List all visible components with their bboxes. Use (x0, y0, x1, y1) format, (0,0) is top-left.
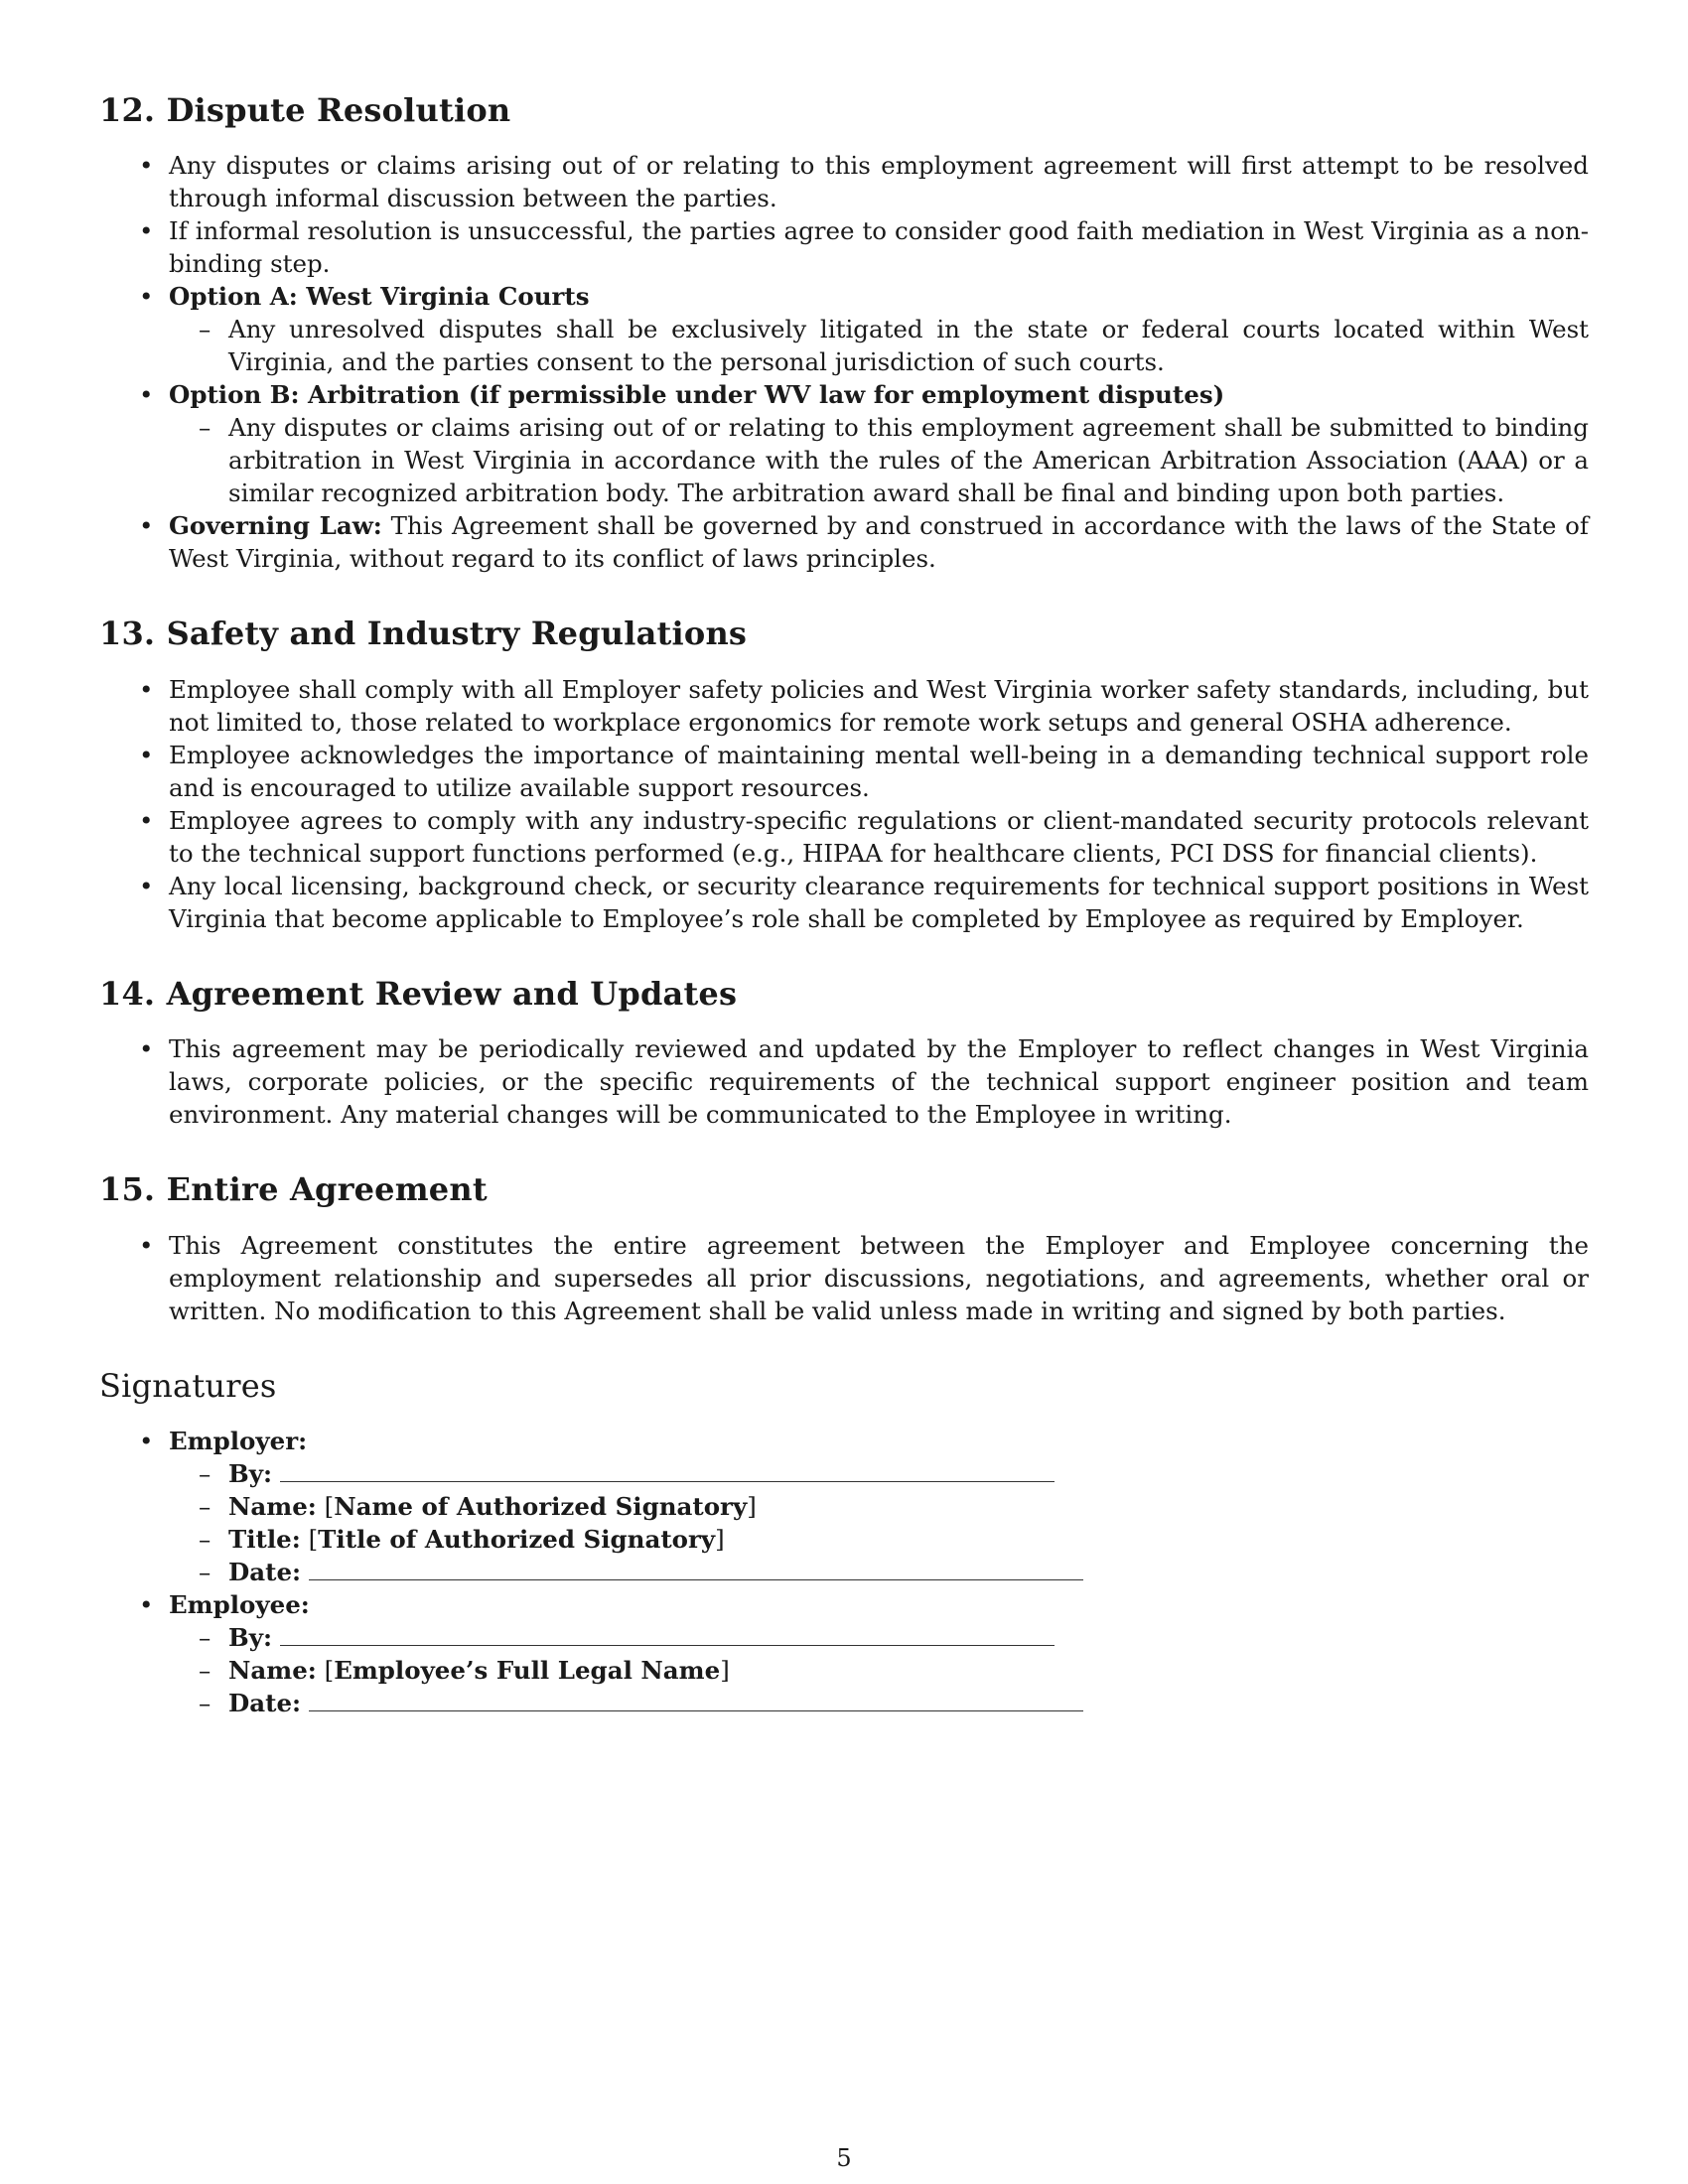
section-safety-regulations (99, 614, 1589, 934)
sub-list-item: – Any unresolved disputes shall be exclusively litigated in the state or federal courts located within West Virginia, and the parties consent to the personal jurisdiction of such courts. (169, 313, 1589, 378)
list-item: • This Agreement constitutes the entire agreement between the Employer and Employee concerning the employment relationship and supersedes all prior discussions, negotiations, and agreements, whether oral or written. No modification to this Agreement shall be valid unless made in writing and signed by both parties. (99, 1229, 1589, 1327)
section-heading: 13. Safety and Industry Regulations (99, 614, 748, 653)
sub-list-item: – Any disputes or claims arising out of or relating to this employment agreement shall be submitted to binding arbitration in West Virginia in accordance with the rules of the American Arbitration Association (AAA) or a similar recognized arbitration body. The arbitration award shall be final and binding upon both parties. (169, 411, 1589, 509)
bracket: [ (308, 1524, 319, 1554)
name-label: Name: (228, 1655, 317, 1685)
list-item: • Employee acknowledges the importance of maintaining mental well-being in a demanding technical support role and is encouraged to utilize available support resources. (99, 739, 1589, 804)
bullet-list (99, 673, 1589, 935)
bracket: [ (324, 1655, 335, 1685)
bullet-list (99, 1032, 1589, 1131)
employer-label: Employer: (169, 1426, 308, 1455)
by-label: By: (228, 1458, 272, 1488)
page-number: 5 (836, 2144, 852, 2172)
signatures-heading: Signatures (99, 1366, 277, 1405)
governing-law-label: Governing Law: (169, 511, 382, 541)
list-item: • If informal resolution is unsuccessful, the parties agree to consider good faith mediation in West Virginia as a non-binding step. (99, 214, 1589, 280)
employer-signature-block (99, 1425, 1589, 1588)
bracket: ] (747, 1491, 757, 1521)
bullet-list (99, 149, 1589, 575)
bracket: ] (715, 1524, 725, 1554)
list-item: • Employee shall comply with all Employer safety policies and West Virginia worker safety standards, including, but not limited to, those related to workplace ergonomics for remote work setups and general OSHA adherence. (99, 673, 1589, 739)
list-item: • Any disputes or claims arising out of or relating to this employment agreement will first attempt to be resolved through informal discussion between the parties. (99, 149, 1589, 214)
bracket: ] (720, 1655, 730, 1685)
bracket: [ (324, 1491, 335, 1521)
section-heading: 12. Dispute Resolution (99, 91, 511, 129)
employee-by-row (169, 1621, 1589, 1654)
date-line[interactable] (309, 1689, 1083, 1711)
date-label: Date: (228, 1557, 302, 1586)
employer-title-placeholder: Title of Authorized Signatory (318, 1524, 716, 1554)
name-label: Name: (228, 1491, 317, 1521)
section-entire-agreement (99, 1170, 1589, 1326)
sub-list (169, 313, 1589, 378)
employee-signature-block (99, 1588, 1589, 1719)
list-item: • Any local licensing, background check, or security clearance requirements for technical support positions in West Virginia that become applicable to Employee’s role shall be completed by Employee as required by Employer. (99, 870, 1589, 935)
employee-name-placeholder: Employee’s Full Legal Name (334, 1655, 721, 1685)
list-item-option-a (99, 280, 1589, 378)
section-heading: 15. Entire Agreement (99, 1170, 488, 1209)
signature-line[interactable] (280, 1459, 1055, 1482)
signature-list (99, 1425, 1589, 1719)
governing-law-text: This Agreement shall be governed by and construed in accordance with the laws of the State of West Virginia, without regard to its conflict of laws principles. (169, 511, 1589, 574)
employer-title-row (169, 1523, 1589, 1556)
list-item-governing-law (99, 509, 1589, 575)
section-dispute-resolution (99, 91, 1589, 575)
section-heading: 14. Agreement Review and Updates (99, 974, 738, 1013)
employer-by-row (169, 1457, 1589, 1490)
employee-label: Employee: (169, 1589, 310, 1619)
bullet-list (99, 1229, 1589, 1327)
employer-name-row (169, 1490, 1589, 1523)
signature-line[interactable] (280, 1623, 1055, 1646)
document-page (99, 91, 1589, 1759)
sub-list (169, 411, 1589, 509)
list-item-option-b (99, 378, 1589, 509)
option-b-label: Option B: Arbitration (if permissible under WV law for employment disputes) (169, 380, 1225, 410)
title-label: Title: (228, 1524, 301, 1554)
section-agreement-review (99, 975, 1589, 1131)
employee-name-row (169, 1654, 1589, 1687)
employer-date-row (169, 1556, 1589, 1588)
by-label: By: (228, 1622, 272, 1652)
list-item: • Employee agrees to comply with any industry-specific regulations or client-mandated security protocols relevant to the technical support functions performed (e.g., HIPAA for healthcare clients, PCI DSS for financial clients). (99, 804, 1589, 870)
employer-name-placeholder: Name of Authorized Signatory (334, 1491, 748, 1521)
employer-fields (169, 1457, 1589, 1588)
employee-fields (169, 1621, 1589, 1719)
list-item: • This agreement may be periodically reviewed and updated by the Employer to reflect changes in West Virginia laws, corporate policies, or the specific requirements of the technical support engineer position and team environment. Any material changes will be communicated to the Employee in writing. (99, 1032, 1589, 1131)
date-line[interactable] (309, 1558, 1083, 1580)
employee-date-row (169, 1687, 1589, 1719)
date-label: Date: (228, 1688, 302, 1717)
option-a-label: Option A: West Virginia Courts (169, 282, 590, 312)
section-signatures (99, 1367, 1589, 1719)
